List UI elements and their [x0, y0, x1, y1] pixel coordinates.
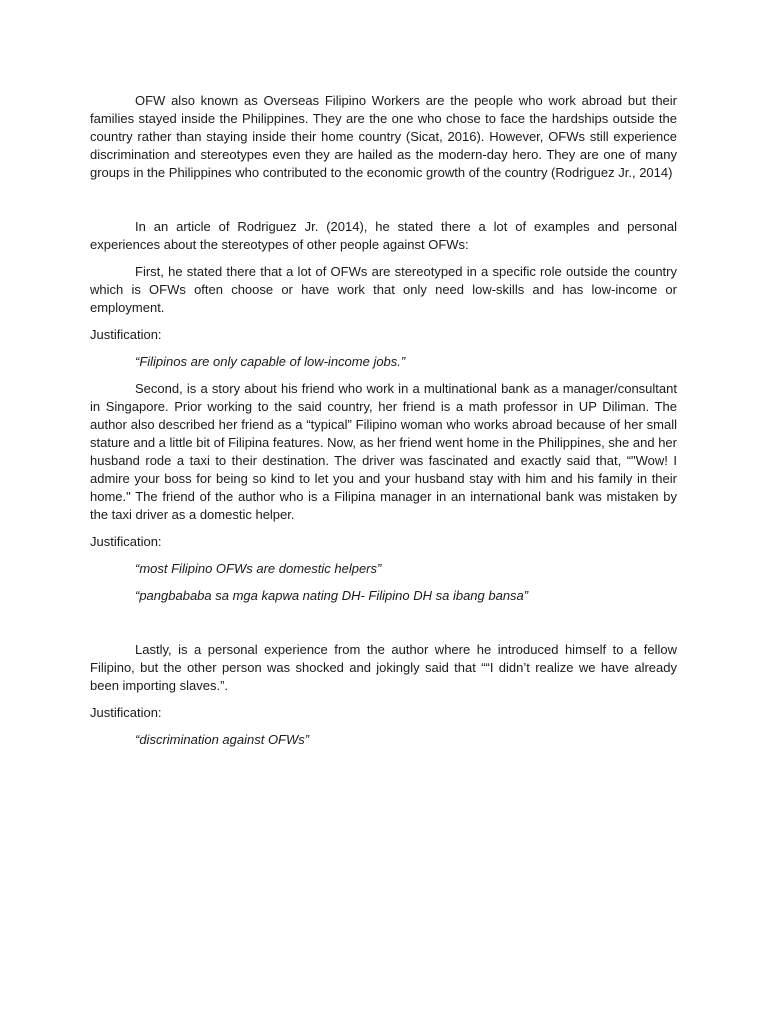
spacer — [90, 344, 677, 353]
justification-quote: “discrimination against OFWs” — [135, 732, 310, 747]
justification-label: Justification: — [90, 327, 162, 342]
document-body — [90, 92, 677, 749]
spacer — [90, 317, 677, 326]
spacer — [90, 551, 677, 560]
spacer — [90, 578, 677, 587]
paragraph-first-example: First, he stated there that a lot of OFWs are stereotyped in a specific role outside the country which is OFWs often choose or have work that only need low-skills and has low-income or employment. — [90, 264, 677, 315]
spacer — [90, 722, 677, 731]
justification-quote: “Filipinos are only capable of low-income jobs.” — [135, 354, 406, 369]
spacer — [90, 695, 677, 704]
spacer — [90, 254, 677, 263]
justification-quote: “most Filipino OFWs are domestic helpers” — [135, 561, 382, 576]
paragraph-intro: OFW also known as Overseas Filipino Workers are the people who work abroad but their families stayed inside the Philippines. They are the one who chose to face the hardships outside the country rather than staying inside their home country (Sicat, 2016). However, OFWs still experience discrimination and stereotypes even they are hailed as the modern-day hero. They are one of many groups in the Philippines who contributed to the economic growth of the country (Rodriguez Jr., 2014) — [90, 93, 677, 180]
spacer — [90, 605, 677, 641]
justification-quote: “pangbababa sa mga kapwa nating DH- Filipino DH sa ibang bansa” — [135, 588, 529, 603]
justification-label: Justification: — [90, 705, 162, 720]
paragraph-second-example: Second, is a story about his friend who work in a multinational bank as a manager/consultant in Singapore. Prior working to the said country, her friend is a math professor in UP Diliman. The author also described her friend as a “typical” Filipino woman who works abroad because of her small stature and a little bit of Filipina features. Now, as her friend went home in the Philippines, she and her husband rode a taxi to their destination. The driver was fascinated and exactly said that, “"Wow! I admire your boss for being so kind to let you and your husband stay with him and his family in their home." The friend of the author who is a Filipina manager in an international bank was mistaken by the taxi driver as a domestic helper. — [90, 381, 677, 522]
paragraph-article-summary: In an article of Rodriguez Jr. (2014), he stated there a lot of examples and personal experiences about the stereotypes of other people against OFWs: — [90, 219, 677, 252]
paragraph-third-example: Lastly, is a personal experience from the author where he introduced himself to a fellow Filipino, but the other person was shocked and jokingly said that ““I didn’t realize we have already been importing slaves.”. — [90, 642, 677, 693]
spacer — [90, 524, 677, 533]
spacer — [90, 182, 677, 218]
spacer — [90, 371, 677, 380]
justification-label: Justification: — [90, 534, 162, 549]
